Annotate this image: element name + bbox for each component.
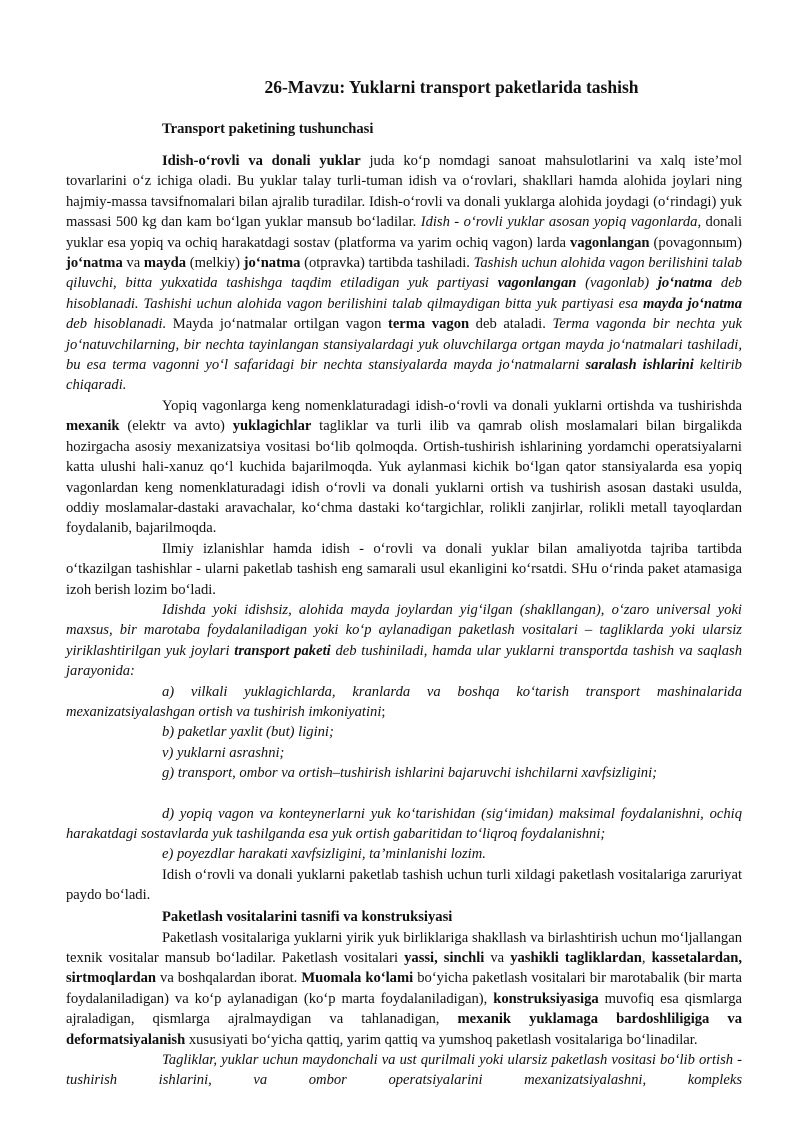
list-item-d bbox=[66, 804, 742, 845]
paragraph-transport-package-definition bbox=[66, 600, 742, 682]
page-title: 26-Mavzu: Yuklarni transport paketlarida tashish bbox=[264, 77, 639, 97]
list-item-e bbox=[66, 844, 742, 864]
text-run: d) yopiq vagon va konteynerlarni yuk ko‘tarishidan (sig‘imidan) maksimal foydalanishni, ochiq harakatdagi sostavlarda yuk tashilganda esa yuk ortish gabaritidan to‘liqroq foydalanishni; bbox=[66, 805, 742, 842]
text-run: juda ko‘p nomdagi sanoat mahsulotlarini va xalq iste’mol tovarlarini o‘z ichiga oladi. Bu yuklar talay turli-tuman idish va o‘rovlari, shakllari hamda alohida joylari ning hajmiy-massa tavsifnomalari bilan ajralib turadilar. Idish-o‘rovli va donali yuklarga alohida joydagi (o‘rindagi) yuk massasi 500 kg dan kam bo‘lgan yuklar mansub bo‘ladilar. bbox=[66, 153, 743, 231]
blank-line bbox=[66, 784, 742, 804]
text-run: deb ataladi. bbox=[469, 316, 553, 333]
text-run: va bbox=[484, 950, 511, 967]
paragraph-packaging-need: Idish o‘rovli va donali yuklarni paketlab tashish uchun turli xildagi paketlash vositalariga zaruriyat paydo bo‘ladi. bbox=[66, 866, 742, 904]
term-shipment: jo‘natma bbox=[66, 255, 123, 272]
text-run: Mayda jo‘natmalar ortilgan vagon bbox=[166, 316, 388, 333]
text-run: , bbox=[641, 950, 652, 967]
term-container-goods: Idish-o‘rovli va donali yuklar bbox=[162, 153, 361, 169]
paragraph-research-findings: Ilmiy izlanishlar hamda idish - o‘rovli va donali yuklar bilan amaliyotda tajriba tartibda o‘tkazilgan tashishlar - ularni paketlab tashish eng samarali usul ekanligini ko‘rsatdi. SHu o‘rinda paket atamasiga izoh berish lozim bo‘ladi. bbox=[66, 540, 742, 598]
text-run: Terma vagonda bir nechta yuk jo‘natuvchilarning, bir nechta tayinlangan stansiyalardagi yuk oluvchilarga ortgan mayda jo‘natmalari tashiladi, bu esa terma vagonni yo‘l safaridagi bir nechta stansiyalarda mayda jo‘natmalarni bbox=[66, 316, 742, 374]
list-item-g bbox=[66, 763, 742, 783]
text-run: b) paketlar yaxlit (but) ligini; bbox=[162, 724, 334, 741]
text-run: xususiyati bo‘yicha qattiq, yarim qattiq va yumshoq paketlash vositalariga bo‘linadilar. bbox=[185, 1031, 698, 1048]
term-mixed-wagon: terma vagon bbox=[387, 316, 470, 333]
term-loaders: yuklagichlar bbox=[232, 418, 312, 435]
text-run: Paketlash vositalariga yuklarni yirik yuk birliklariga shakllash va birlashtirish uchun mo‘ljallangan texnik vositalar mansub bo‘ladilar. Paketlash vositalari bbox=[66, 929, 742, 967]
text-run: deb tushiniladi, hamda ular yuklarni transportda tashish va saqlash jarayonida: bbox=[66, 642, 742, 680]
term-construction: konstruksiyasiga bbox=[493, 990, 599, 1007]
text-run: (otpravka) tartibda tashiladi. bbox=[300, 255, 474, 272]
section-heading-packaging-classification: Paketlash vositalarini tasnifi va konstruksiyasi bbox=[162, 908, 453, 925]
text-run: e) poyezdlar harakati xavfsizligini, ta’minlanishi lozim. bbox=[162, 846, 486, 863]
term-circulation-scope: Muomala ko‘lami bbox=[301, 970, 414, 987]
term-wagonload: vagonlangan bbox=[497, 275, 577, 292]
term-small: mayda bbox=[143, 255, 187, 272]
term-transport-package: transport paketi bbox=[234, 642, 331, 659]
paragraph-containers-and-piece-goods bbox=[66, 151, 742, 396]
text-run: ; bbox=[381, 703, 386, 720]
list-item-b bbox=[66, 722, 742, 742]
text-run: Idishda yoki idishsiz, alohida mayda joylardan yig‘ilgan (shakllangan), o‘zaro universal yoki maxsus, bir marotaba foydalaniladigan yoki ko‘p aylanadigan paketlash vositalari – tagliklarda yoki ularsiz yiriklashtirilgan yuk joylari bbox=[66, 601, 742, 659]
text-run: bo‘yicha paketlash vositalari bir marotabalik (bir marta foydalaniladigan) va ko‘p aylanadigan (ko‘p marta foydalaniladigan), bbox=[66, 970, 742, 1007]
text-run: tagliklar va turli ilib va qamrab olish moslamalari bilan birgalikda hozirgacha asosiy mexanizatsiya vositasi bo‘lib qolmoqda. Ortish-tushirish ishlarining yordamchi operatsiyalarni katta ulushi hali-xanuz qo‘l kuchida bajarilmoqda. Yuk aylanmasi kichik bo‘lgan qator stansiyalarda esa yopiq vagonlardan keng nomenklaturadagi idish o‘rovli va donali yuklarni ortish va tushirish asosan dastaki usulda, oddiy moslamalar-dastaki aravachalar, ko‘chma dastaki ko‘targichlar, rolikli zanjirlar, rolikli metall tayoqlardan foydalanib, bajarilmoqda. bbox=[66, 418, 742, 537]
text-run: Tashish uchun alohida vagon berilishini talab qiluvchi, bitta yukxatida tashishga taqdim etiladigan yuk partiyasi bbox=[66, 255, 742, 292]
text-run: (elektr va avto) bbox=[119, 418, 233, 435]
term-shipment: jo‘natma bbox=[243, 255, 301, 272]
text-run: (melkiy) bbox=[186, 255, 244, 272]
text-run: va boshqalardan iborat. bbox=[156, 970, 302, 987]
text-run: (povagonnыm) bbox=[649, 234, 742, 251]
list-item-v bbox=[66, 743, 742, 763]
text-run: Tagliklar, yuklar uchun maydonchali va ust qurilmali yoki ularsiz paketlash vositasi bo‘lib ortish - tushirish ishlarini, va ombor operatsiyalarini mexanizatsiyalashni, kompleks bbox=[66, 1052, 742, 1089]
list-item-a bbox=[66, 682, 742, 723]
text-run: g) transport, ombor va ortish–tushirish ishlarini bajaruvchi ishchilarni xavfsizligini; bbox=[162, 765, 657, 782]
document-body bbox=[66, 118, 742, 1091]
text-run: va bbox=[122, 255, 144, 272]
term-cassettes-slings: kassetalardan, sirtmoqlardan bbox=[66, 950, 743, 987]
text-run: deb hisoblanadi. bbox=[66, 316, 167, 333]
text-run: muvofiq esa qismlarga ajraladigan, qismlarga ajralmaydigan va tahlanadigan, bbox=[66, 990, 742, 1028]
text-run: (vagonlab) bbox=[576, 275, 658, 292]
section-heading-transport-package: Transport paketining tushunchasi bbox=[162, 121, 374, 137]
text-run: Idish - o‘rovli yuklar asosan yopiq vagonlarda, bbox=[420, 214, 702, 231]
text-run: v) yuklarni asrashni; bbox=[162, 744, 285, 761]
term-sorting-work: saralash ishlarini bbox=[585, 357, 694, 374]
paragraph-pallets bbox=[66, 1050, 742, 1091]
text-run: deb hisoblanadi. Tashishi uchun alohida vagon berilishini talab qilmaydigan bitta yuk partiyasi esa bbox=[66, 275, 742, 312]
term-small-shipment: mayda jo‘natma bbox=[643, 295, 742, 312]
term-flat-frame: yassi, sinchli bbox=[404, 950, 485, 967]
term-shipment: jo‘natma bbox=[657, 275, 713, 292]
paragraph-packaging-means bbox=[66, 928, 742, 1050]
text-run: Yopiq vagonlarga keng nomenklaturadagi idish-o‘rovli va donali yuklarni ortishda va tushirishda bbox=[162, 397, 742, 414]
text-run: keltirib chiqaradi. bbox=[66, 357, 742, 394]
term-wagonload: vagonlangan bbox=[570, 234, 650, 251]
text-run: a) vilkali yuklagichlarda, kranlarda va boshqa ko‘tarish transport mashinalarida mexanizatsiyalashgan ortish va tushirish imkoniyatini bbox=[66, 683, 742, 720]
term-box-pallets: yashikli tagliklardan bbox=[510, 950, 642, 967]
term-mechanical-load-resistance: mexanik yuklamaga bardoshliligiga va deformatsiyalanish bbox=[66, 1011, 742, 1048]
paragraph-loading-mechanization bbox=[66, 396, 742, 539]
term-mechanical: mexanik bbox=[66, 418, 120, 435]
text-run: donali yuklar esa yopiq va ochiq harakatdagi sostav (platforma va yarim ochiq vagon) larda bbox=[66, 214, 743, 251]
